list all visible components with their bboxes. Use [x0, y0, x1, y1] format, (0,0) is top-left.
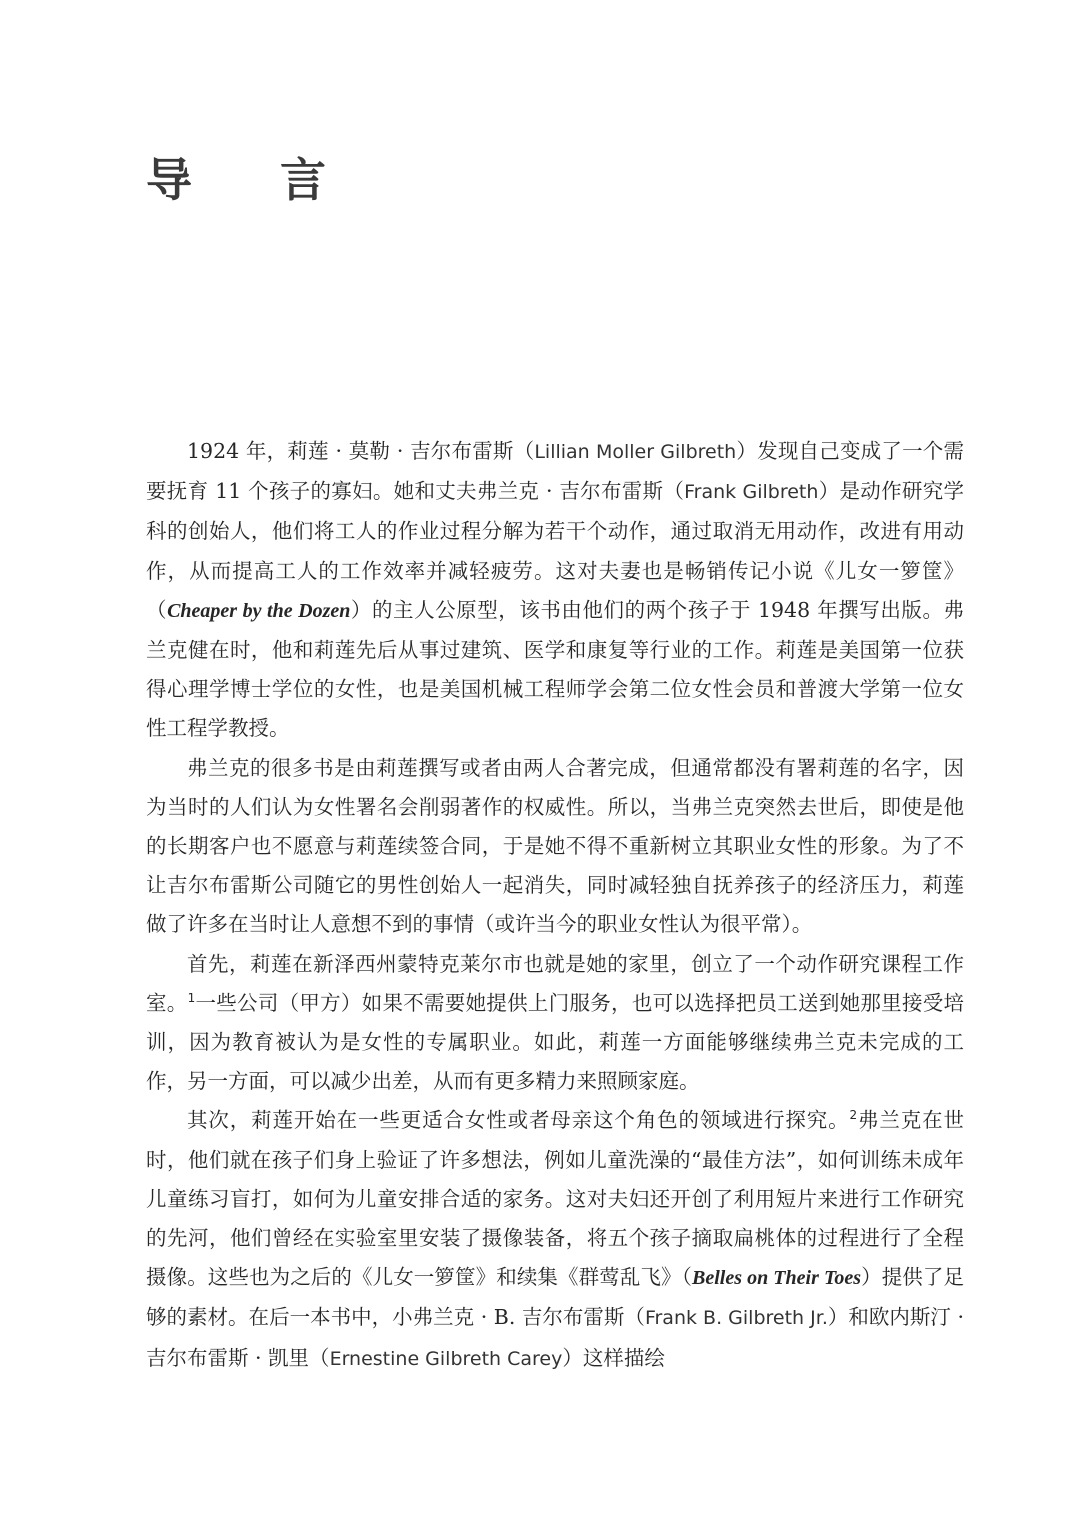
paragraph-4-text-2: 弗兰克在世时，他们就在孩子们身上验证了许多想法，例如儿童洗澡的“最佳方法”，如何训练未成年儿童练习盲打，如何为儿童安排合适的家务。这对夫妇还开创了利用短片来进行工作研究的先河，他们曾经在实验室里安装了摄像装备，将五个孩子摘取扁桃体的过程进行了全程摄像。这些也为之后的《儿女一箩筐》和续集《群莺乱飞》（	[146, 1108, 965, 1290]
book-title-belles-on-their-toes: Belles on Their Toes	[691, 1267, 861, 1290]
paragraph-1-text-2: ）发现自己变成了一个需要抚育 11 个孩子的寡妇。她和丈夫弗兰克 · 吉尔布雷斯（	[146, 439, 964, 504]
paragraph-1-text-4: ）的主人公原型，该书由他们的两个孩子于 1948 年撰写出版。弗兰克健在时，他和莉莲先后从事过建筑、医学和康复等行业的工作。莉莲是美国第一位获得心理学博士学位的女性，也是美国机械工程师学会第二位女性会员和普渡大学第一位女性工程学教授。	[146, 597, 964, 741]
footnote-marker-1: 1	[187, 990, 196, 1005]
paragraph-4-text-4: ）和欧内斯汀 · 吉尔布雷斯 · 凯里（	[146, 1305, 964, 1370]
paragraph-4-text-5: ）这样描绘	[562, 1345, 665, 1370]
paragraph-3-text-1: 首先，莉莲在新泽西州蒙特克莱尔市也就是她的家里，创立了一个动作研究课程工作室。	[146, 951, 964, 1015]
footnote-marker-2: 2	[849, 1108, 858, 1123]
name-lillian-moller-gilbreth: Lillian Moller Gilbreth	[534, 441, 737, 463]
paragraph-4-text-3: ）提供了足够的素材。在后一本书中，小弗兰克 · B. 吉尔布雷斯（	[146, 1265, 965, 1330]
name-frank-b-gilbreth-jr: Frank B. Gilbreth Jr.	[644, 1307, 828, 1330]
paragraph-1	[146, 432, 964, 749]
paragraph-3	[146, 945, 964, 1102]
paragraph-1-text-1: 1924 年，莉莲 · 莫勒 · 吉尔布雷斯（	[187, 439, 535, 463]
body-text	[146, 432, 964, 1379]
name-frank-gilbreth: Frank Gilbreth	[684, 481, 819, 504]
paragraph-2: 弗兰克的很多书是由莉莲撰写或者由两人合著完成，但通常都没有署莉莲的名字，因为当时的人们认为女性署名会削弱著作的权威性。所以，当弗兰克突然去世后，即使是他的长期客户也不愿意与莉莲续签合同，于是她不得不重新树立其职业女性的形象。为了不让吉尔布雷斯公司随它的男性创始人一起消失，同时减轻独自抚养孩子的经济压力，莉莲做了许多在当时让人意想不到的事情（或许当今的职业女性认为很平常）。	[146, 755, 964, 937]
paragraph-1-text-3: ）是动作研究学科的创始人，他们将工人的作业过程分解为若干个动作，通过取消无用动作，改进有用动作，从而提高工人的工作效率并减轻疲劳。这对夫妻也是畅销传记小说《儿女一箩筐》（	[146, 479, 964, 622]
paragraph-4	[146, 1101, 964, 1378]
paragraph-3-text-2: 一些公司（甲方）如果不需要她提供上门服务，也可以选择把员工送到她那里接受培训，因为教育被认为是女性的专属职业。如此，莉莲一方面能够继续弗兰克未完成的工作，另一方面，可以减少出差，从而有更多精力来照顾家庭。	[146, 990, 965, 1094]
name-ernestine-gilbreth-carey: Ernestine Gilbreth Carey	[329, 1347, 563, 1370]
book-title-cheaper-by-the-dozen: Cheaper by the Dozen	[167, 599, 351, 622]
paragraph-4-text-1: 其次，莉莲开始在一些更适合女性或者母亲这个角色的领域进行探究。	[187, 1108, 850, 1133]
page-title: 导 言	[146, 153, 363, 207]
